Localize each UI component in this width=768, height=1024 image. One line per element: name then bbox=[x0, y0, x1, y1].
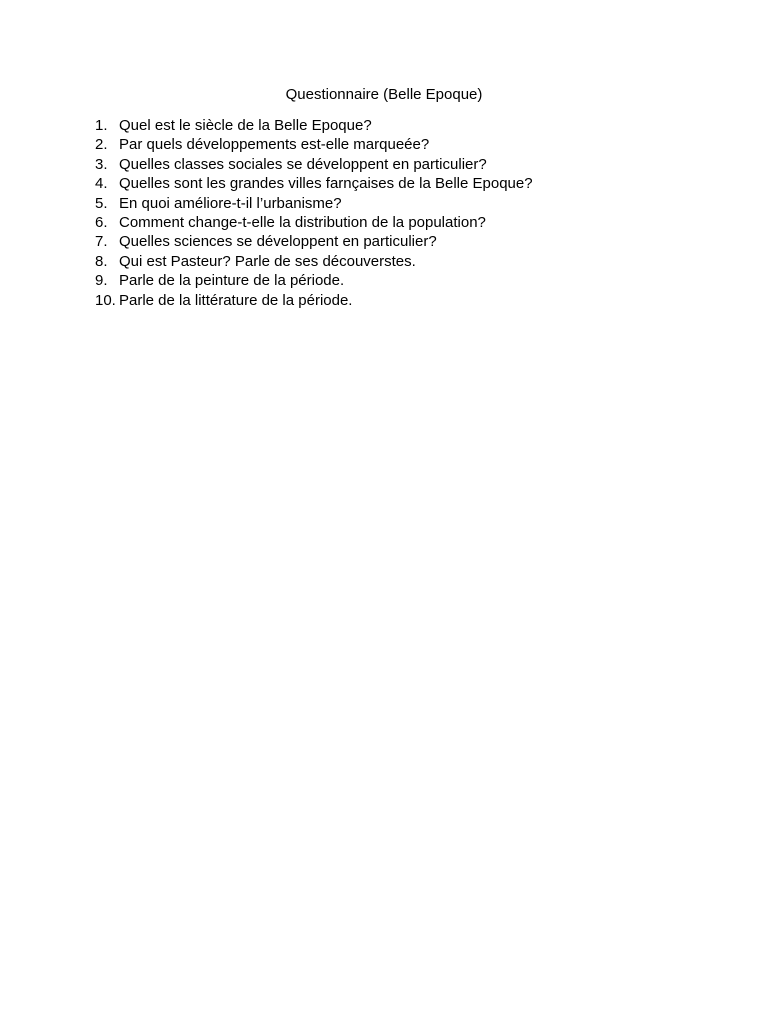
question-number: 4. bbox=[95, 175, 108, 193]
question-text: Quel est le siècle de la Belle Epoque? bbox=[119, 117, 372, 134]
question-text: Parle de la peinture de la période. bbox=[119, 272, 345, 290]
question-list bbox=[95, 116, 533, 310]
list-item bbox=[95, 271, 533, 290]
list-item bbox=[95, 252, 533, 271]
question-number: 5. bbox=[95, 194, 108, 212]
list-item bbox=[95, 213, 533, 232]
question-number: 10. bbox=[95, 291, 116, 309]
question-text: Qui est Pasteur? Parle de ses découverstes. bbox=[119, 252, 416, 270]
question-text: Quelles sciences se développent en particulier? bbox=[119, 233, 437, 251]
list-item bbox=[95, 232, 533, 251]
question-number: 6. bbox=[95, 213, 108, 231]
list-item bbox=[95, 116, 533, 135]
question-text: Parle de la littérature de la période. bbox=[119, 291, 353, 309]
list-item bbox=[95, 174, 533, 193]
question-text: Par quels développements est-elle marqueée? bbox=[119, 136, 430, 154]
question-text: Quelles classes sociales se développent en particulier? bbox=[119, 155, 487, 173]
question-text: Quelles sont les grandes villes farnçaises de la Belle Epoque? bbox=[119, 175, 533, 193]
list-item bbox=[95, 135, 533, 154]
question-number: 2. bbox=[95, 136, 108, 154]
question-number: 9. bbox=[95, 272, 108, 290]
question-text: En quoi améliore-t-il l’urbanisme? bbox=[119, 194, 342, 212]
list-item bbox=[95, 291, 533, 310]
document-title: Questionnaire (Belle Epoque) bbox=[285, 86, 483, 103]
question-number: 3. bbox=[95, 155, 108, 173]
question-number: 8. bbox=[95, 252, 108, 270]
question-number: 1. bbox=[95, 117, 108, 134]
question-number: 7. bbox=[95, 233, 108, 251]
list-item bbox=[95, 194, 533, 213]
list-item bbox=[95, 155, 533, 174]
question-text: Comment change-t-elle la distribution de la population? bbox=[119, 213, 486, 231]
